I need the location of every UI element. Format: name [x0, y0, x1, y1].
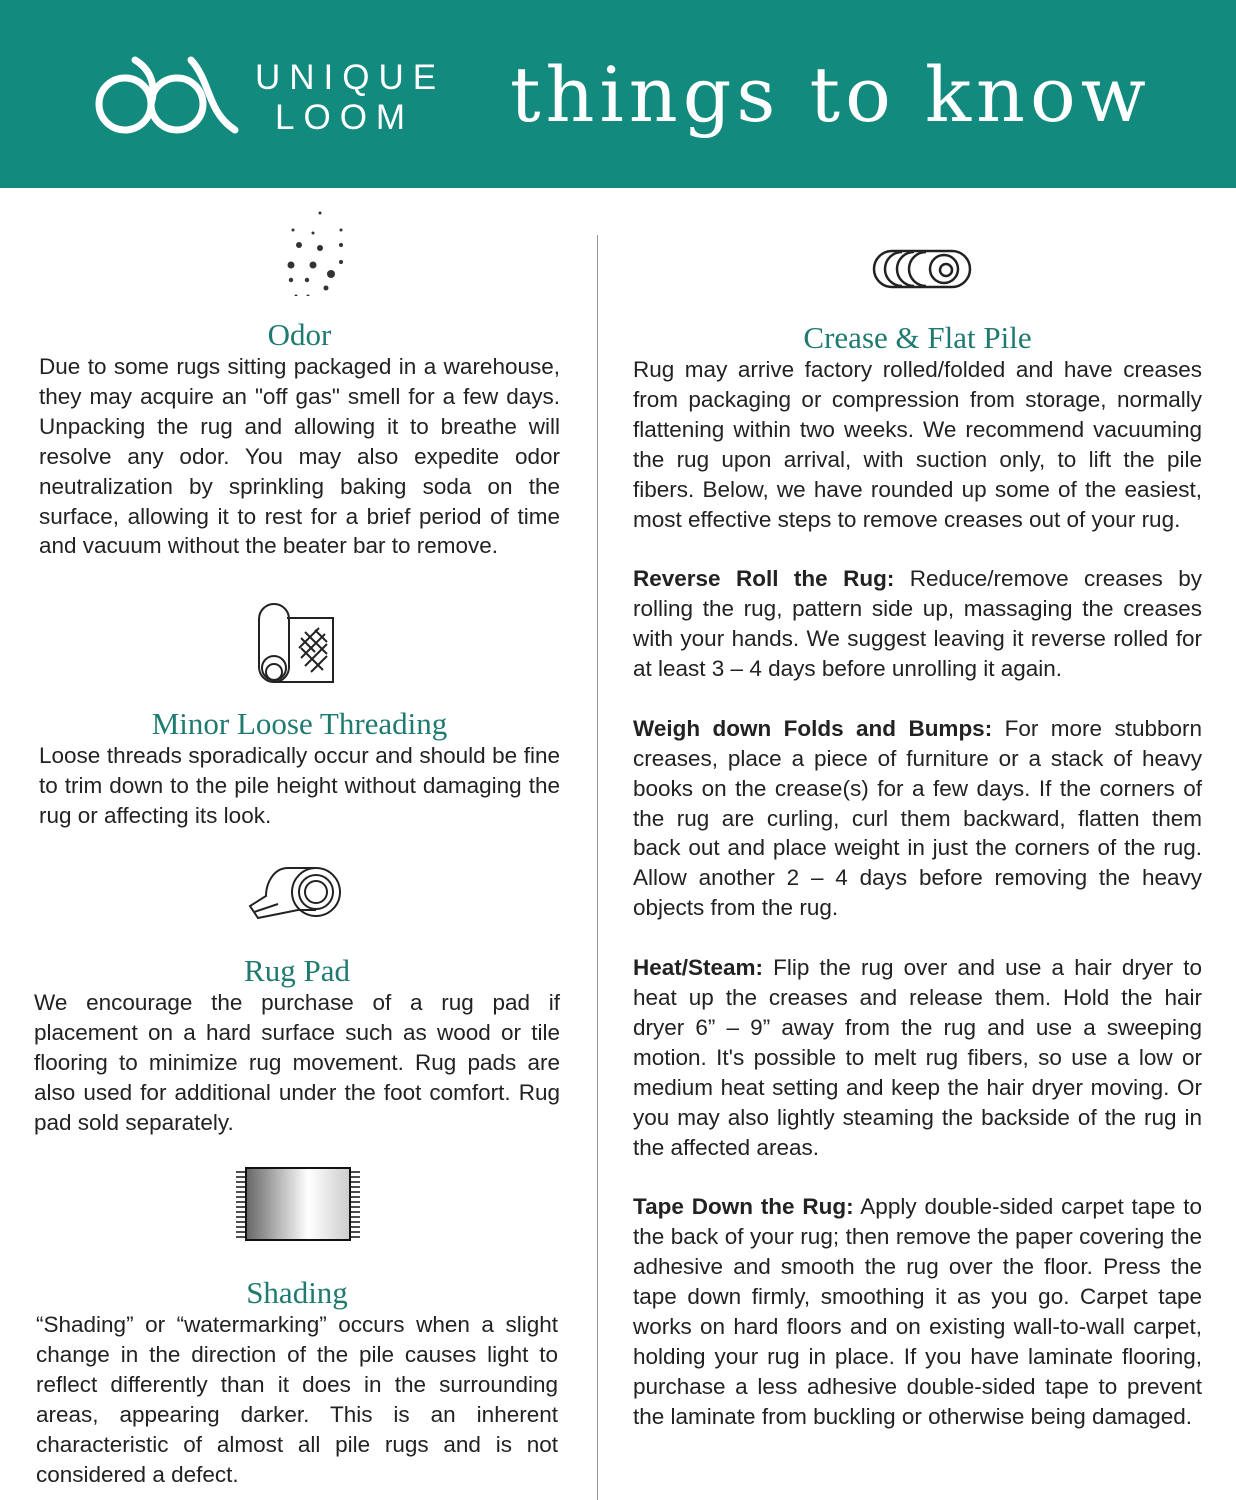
dots-icon: [283, 208, 349, 296]
step-label: Tape Down the Rug:: [633, 1194, 854, 1220]
section-shading: [36, 1276, 558, 1489]
rug-pad-roll-icon: [248, 866, 344, 922]
step-reverse-roll: [633, 564, 1202, 684]
section-odor: [39, 318, 560, 561]
section-text: Due to some rugs sitting packaged in a warehouse, they may acquire an "off gas" smell for a few days. Unpacking the rug and allowing it to breathe will resolve any odor. You may also expedite odor neutralization by sprinkling baking soda on the surface, allowing it to rest for a brief period of time and vacuum without the beater bar to remove.: [39, 354, 560, 559]
step-label: Heat/Steam:: [633, 955, 764, 981]
step-tape-down: [633, 1192, 1202, 1431]
section-crease-flat-pile: [633, 321, 1202, 1432]
section-title: Crease & Flat Pile: [803, 320, 1032, 355]
brand-line-2: LOOM: [275, 98, 415, 137]
step-label: Weigh down Folds and Bumps:: [633, 715, 993, 741]
brand-line-1: UNIQUE: [255, 58, 446, 97]
section-text: Loose threads sporadically occur and should be fine to trim down to the pile height without damaging the rug or affecting its look.: [39, 743, 560, 828]
rolled-rug-icon: [872, 248, 974, 290]
section-text: “Shading” or “watermarking” occurs when a slight change in the direction of the pile causes light to reflect differently than it does in the surrounding areas, appearing darker. This is an inherent characteristic of almost all pile rugs and is not considered a defect.: [36, 1312, 558, 1487]
step-weigh-down: [633, 714, 1202, 923]
unique-loom-logo-icon: [95, 52, 240, 137]
section-title: Shading: [246, 1275, 348, 1310]
section-text: We encourage the purchase of a rug pad if placement on a hard surface such as wood or tile flooring to minimize rug movement. Rug pads are also used for additional under the foot comfort. Rug pad sold separately.: [34, 990, 560, 1135]
page-title: things to know: [510, 50, 1151, 139]
section-rug-pad: [34, 954, 560, 1138]
step-label: Reverse Roll the Rug:: [633, 566, 895, 592]
section-title: Odor: [267, 317, 332, 352]
brand-name: [255, 58, 445, 138]
section-loose-threading: [39, 707, 560, 831]
header-banner: [0, 0, 1236, 188]
rug-thread-icon: [257, 602, 337, 686]
step-text: Reduce/remove creases by rolling the rug, pattern side up, massaging the creases with your hands. We suggest leaving it reverse rolled for at least 3 – 4 days before unrolling it again.: [633, 566, 1202, 682]
section-title: Minor Loose Threading: [151, 706, 448, 741]
column-divider: [597, 235, 598, 1500]
step-text: For more stubborn creases, place a piece of furniture or a stack of heavy books on the crease(s) for a few days. If the corners of the rug are curling, curl them backward, flatten them back out and place weight in just the corners of the rug. Allow another 2 – 4 days before removing the heavy objects from the rug.: [633, 715, 1202, 921]
step-text: Flip the rug over and use a hair dryer to heat up the creases and release them. Hold the hair dryer 6” – 9” away from the rug and use a sweeping motion. It's possible to melt rug fibers, so use a low or medium heat setting and keep the hair dryer moving. Or you may also lightly steaming the backside of the rug in the affected areas.: [633, 955, 1202, 1160]
step-text: Apply double-sided carpet tape to the back of your rug; then remove the paper covering the adhesive and smooth the rug over the floor. Press the tape down firmly, smoothing it as you go. Carpet tape works on hard floors and on existing wall-to-wall carpet, holding your rug in place. If you have laminate flooring, purchase a less adhesive double-sided tape to prevent the laminate from buckling or otherwise being damaged.: [633, 1194, 1202, 1429]
step-heat-steam: [633, 953, 1202, 1162]
section-intro: Rug may arrive factory rolled/folded and have creases from packaging or compression from storage, normally flattening within two weeks. We recommend vacuuming the rug upon arrival, with suction only, to lift the pile fibers. Below, we have rounded up some of the easiest, most effective steps to remove creases out of your rug.: [633, 357, 1202, 532]
shaded-rug-icon: [234, 1166, 362, 1242]
section-title: Rug Pad: [244, 953, 350, 988]
